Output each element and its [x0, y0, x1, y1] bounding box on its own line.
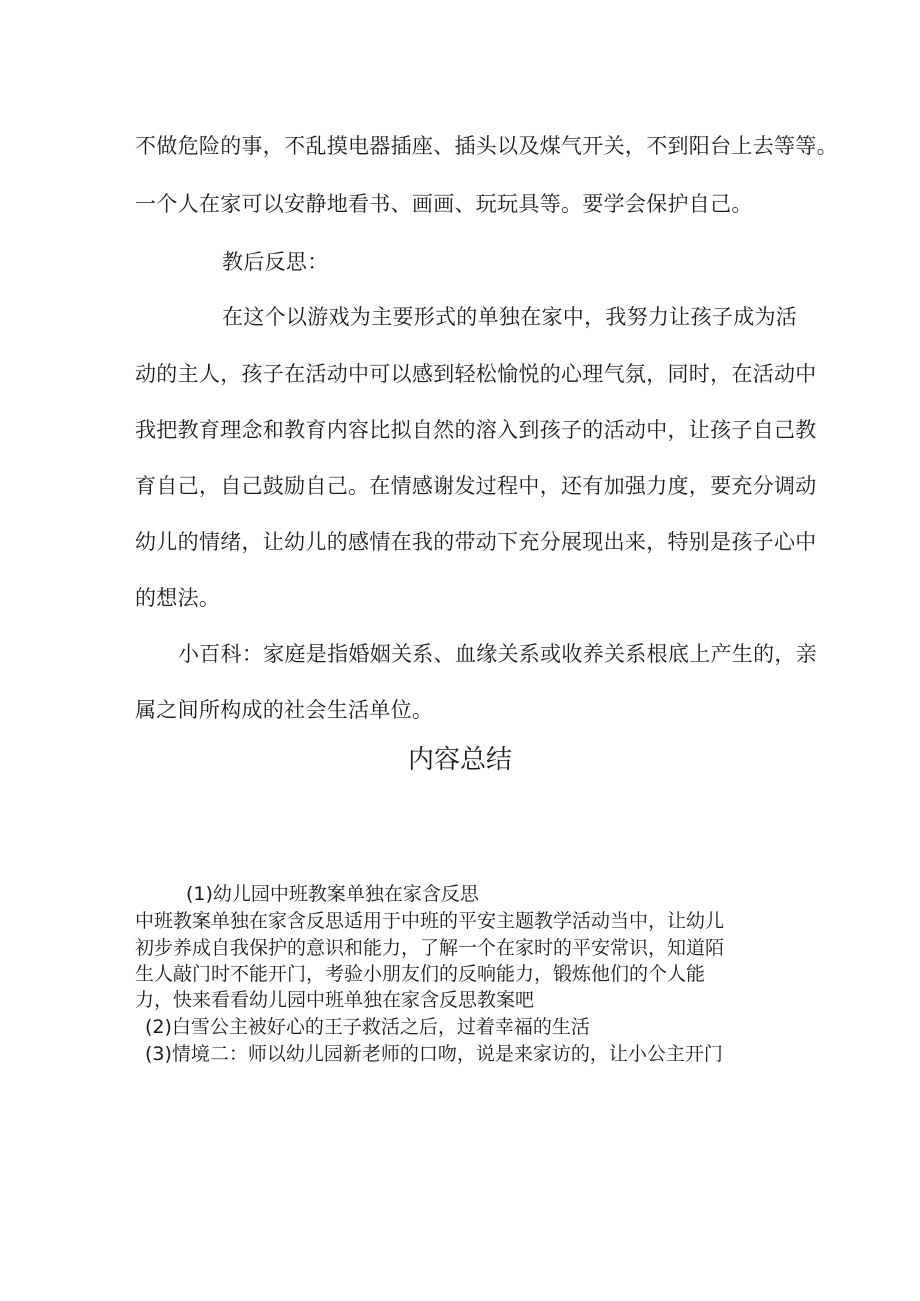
encyclopedia-line: 小百科：家庭是指婚姻关系、血缘关系或收养关系根底上产生的，亲: [178, 642, 817, 666]
summary-line: (2)白雪公主被好心的王子救活之后，过着幸福的生活: [145, 1016, 590, 1038]
summary-line: (1)幼儿园中班教案单独在家含反思: [186, 883, 479, 905]
summary-line: 初步养成自我保护的意识和能力，了解一个在家时的平安常识，知道陌: [135, 937, 725, 959]
body-line: 不做危险的事，不乱摸电器插座、插头以及煤气开关，不到阳台上去等等。: [135, 134, 838, 158]
reflection-heading: 教后反思：: [222, 250, 329, 274]
summary-line: 生人敲门时不能开门，考验小朋友们的反响能力，锻炼他们的个人能: [135, 963, 706, 985]
body-line: 育自己，自己鼓励自己。在情感谢发过程中，还有加强力度，要充分调动: [135, 474, 817, 498]
body-line: 动的主人，孩子在活动中可以感到轻松愉悦的心理气氛，同时，在活动中: [135, 362, 817, 386]
body-line: 的想法。: [135, 586, 221, 610]
summary-line: 力，快来看看幼儿园中班单独在家含反思教案吧: [135, 989, 535, 1011]
summary-line: 中班教案单独在家含反思适用于中班的平安主题教学活动当中，让幼儿: [135, 910, 725, 932]
body-line: 在这个以游戏为主要形式的单独在家中，我努力让孩子成为活: [222, 305, 798, 329]
summary-line: (3)情境二：师以幼儿园新老师的口吻，说是来家访的，让小公主开门: [145, 1043, 723, 1065]
body-line: 幼儿的情绪，让幼儿的感情在我的带动下充分展现出来，特别是孩子心中: [135, 530, 817, 554]
body-line: 我把教育理念和教育内容比拟自然的溶入到孩子的活动中，让孩子自己教: [135, 418, 817, 442]
encyclopedia-line: 属之间所构成的社会生活单位。: [135, 698, 434, 722]
body-line: 一个人在家可以安静地看书、画画、玩玩具等。要学会保护自己。: [135, 192, 753, 216]
summary-title: 内容总结: [407, 745, 512, 775]
